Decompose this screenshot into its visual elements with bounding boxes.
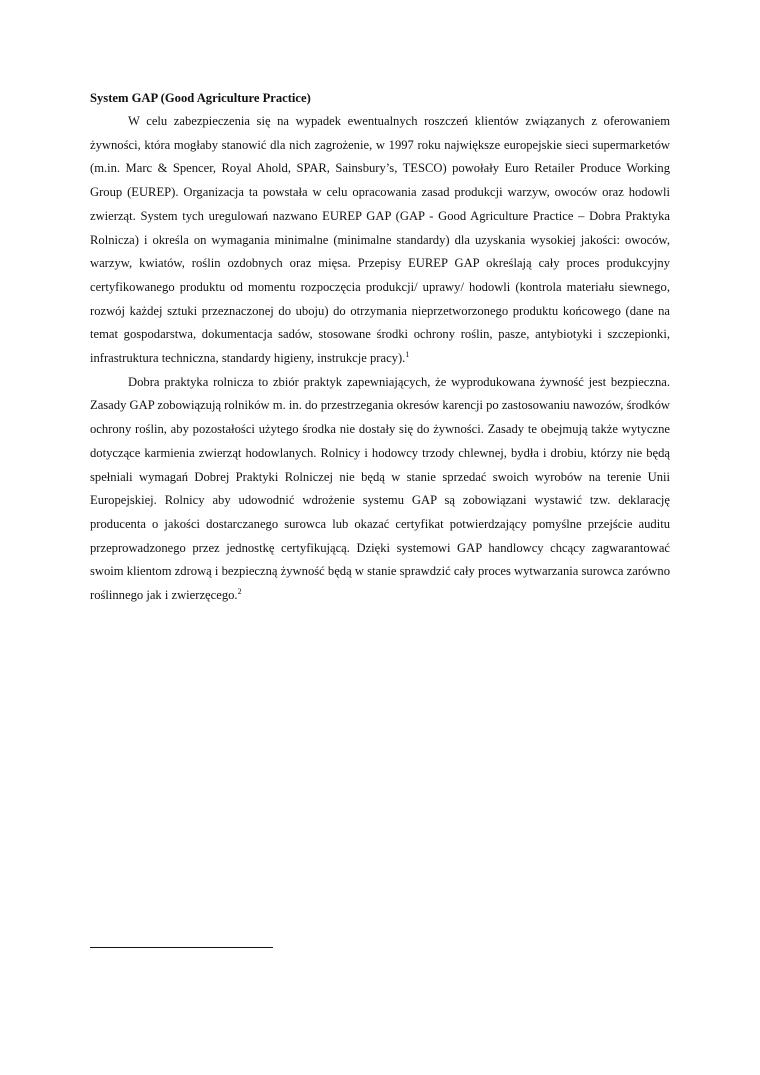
paragraph-eurep xyxy=(90,110,670,371)
footnote-ref-1[interactable]: 1 xyxy=(405,349,410,359)
footnote-ref-2[interactable]: 2 xyxy=(237,586,242,596)
document-body xyxy=(90,86,670,608)
paragraph-eurep-text: W celu zabezpieczenia się na wypadek ewentualnych roszczeń klientów związanych z oferowaniem żywności, która mogłaby stanowić dla nich zagrożenie, w 1997 roku największe europejskie sieci supermarketów (m.in. Marc & Spencer, Royal Ahold, SPAR, Sainsbury’s, TESCO) powołały Euro Retailer Produce Working Group (EUREP). Organizacja ta powstała w celu opracowania zasad produkcji warzyw, owoców oraz hodowli zwierząt. System tych uregulowań nazwano EUREP GAP (GAP - Good Agriculture Practice – Dobra Praktyka Rolnicza) i określa on wymagania minimalne (minimalne standardy) dla uzyskania wysokiej jakości: owoców, warzyw, kwiatów, roślin ozdobnych oraz mięsa. Przepisy EUREP GAP określają cały proces produkcyjny certyfikowanego produktu od momentu rozpoczęcia produkcji/ uprawy/ hodowli (kontrola materiału siewnego, rozwój każdej sztuki przeznaczonej do uboju) do otrzymania nieprzetworzonego produktu końcowego (dane na temat gospodarstwa, dokumentacja sadów, stosowane środki ochrony roślin, pasze, antybiotyki i szczepionki, infrastruktura techniczna, standardy higieny, instrukcje pracy). xyxy=(90,114,670,366)
footnote-separator xyxy=(90,947,273,948)
section-title: System GAP (Good Agriculture Practice) xyxy=(90,91,311,105)
paragraph-dobra-praktyka xyxy=(90,371,670,608)
paragraph-dobra-praktyka-text: Dobra praktyka rolnicza to zbiór praktyk zapewniających, że wyprodukowana żywność jest bezpieczna. Zasady GAP zobowiązują rolników m. in. do przestrzegania okresów karencji po zastosowaniu nawozów, środków ochrony roślin, aby pozostałości użytego środka nie dostały się do żywności. Zasady te obejmują także wytyczne dotyczące karmienia zwierząt hodowlanych. Rolnicy i hodowcy trzody chlewnej, bydła i drobiu, którzy nie będą spełniali wymagań Dobrej Praktyki Rolniczej nie będą w stanie sprzedać swoich wyrobów na terenie Unii Europejskiej. Rolnicy aby udowodnić wdrożenie systemu GAP są zobowiązani wystawić tzw. deklarację producenta o jakości dostarczanego surowca lub okazać certyfikat potwierdzający pomyślne przejście auditu przeprowadzonego przez jednostkę certyfikującą. Dzięki systemowi GAP handlowcy chcący zagwarantować swoim klientom zdrową i bezpieczną żywność będą w stanie sprawdzić cały proces wytwarzania surowca zarówno roślinnego jak i zwierzęcego. xyxy=(90,374,670,603)
